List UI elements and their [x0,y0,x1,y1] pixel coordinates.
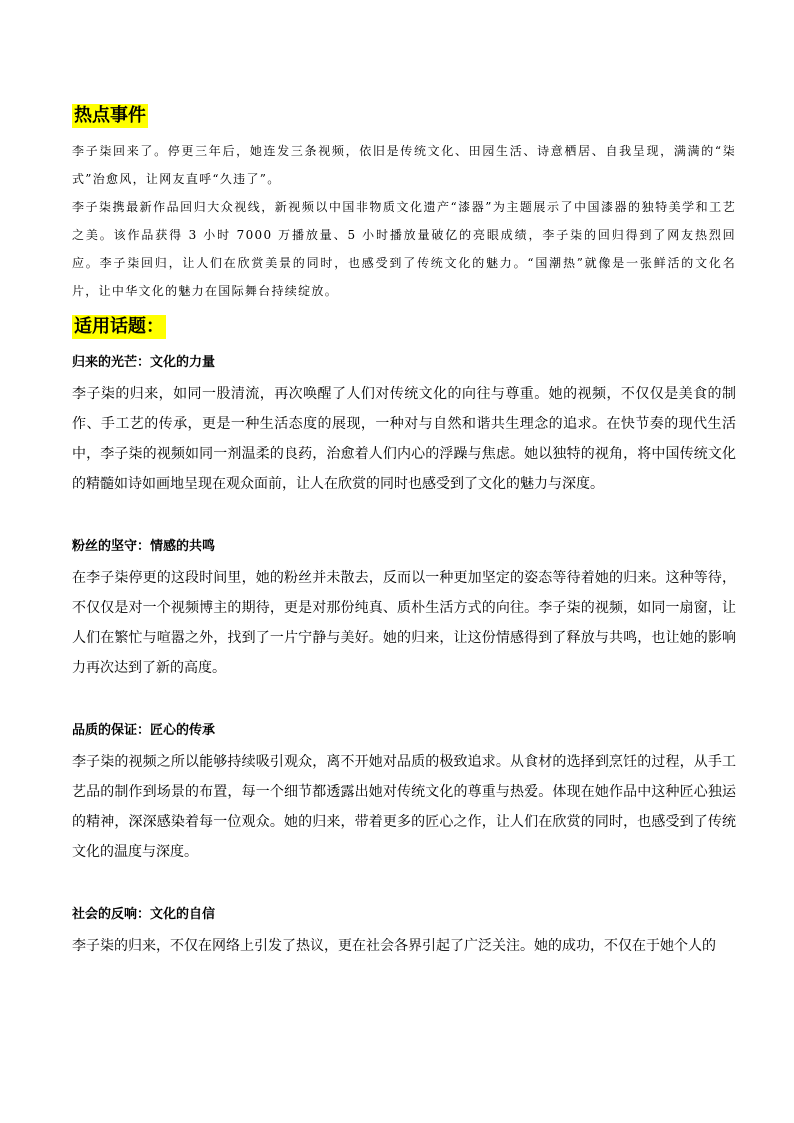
topic-title-4: 社会的反响：文化的自信 [72,907,216,922]
topic-section-1 [72,353,736,499]
topic-body-1: 李子柒的归来，如同一股清流，再次唤醒了人们对传统文化的向往与尊重。她的视频，不仅仅是美食的制作、手工艺的传承，更是一种生活态度的展现，一种对与自然和谐共生理念的追求。在快节奏的现代生活中，李子柒的视频如同一剂温柔的良药，治愈着人们内心的浮躁与焦虑。她以独特的视角，将中国传统文化的精髓如诗如画地呈现在观众面前，让人在欣赏的同时也感受到了文化的魅力与深度。 [72,386,736,492]
topic-body-4: 李子柒的归来，不仅在网络上引发了热议，更在社会各界引起了广泛关注。她的成功，不仅在于她个人的 [72,938,716,954]
topic-section-3 [72,721,736,867]
topic-body-3: 李子柒的视频之所以能够持续吸引观众，离不开她对品质的极致追求。从食材的选择到烹饪的过程，从手工艺品的制作到场景的布置，每一个细节都透露出她对传统文化的尊重与热爱。体现在她作品中这种匠心独运的精神，深深感染着每一位观众。她的归来，带着更多的匠心之作，让人们在欣赏的同时，也感受到了传统文化的温度与深度。 [72,754,736,860]
topic-title-3: 品质的保证：匠心的传承 [72,723,216,738]
hot-event-heading: 热点事件 [74,105,146,126]
topic-title-2: 粉丝的坚守：情感的共鸣 [72,539,216,554]
topics-section [72,305,736,961]
hot-event-paragraph-1: 李子柒回来了。停更三年后，她连发三条视频，依旧是传统文化、田园生活、诗意栖居、自我呈现，满满的“柒式”治愈风，让网友直呼“久违了”。 [72,144,736,186]
topic-title-1: 归来的光芒：文化的力量 [72,355,216,370]
topic-section-2 [72,537,736,683]
topic-body-2: 在李子柒停更的这段时间里，她的粉丝并未散去，反而以一种更加坚定的姿态等待着她的归来。这种等待，不仅仅是对一个视频博主的期待，更是对那份纯真、质朴生活方式的向往。李子柒的视频，如同一扇窗，让人们在繁忙与喧嚣之外，找到了一片宁静与美好。她的归来，让这份情感得到了释放与共鸣，也让她的影响力再次达到了新的高度。 [72,570,736,676]
topic-section-4 [72,905,736,961]
hot-event-section [72,104,736,305]
topics-heading: 适用话题： [74,316,164,337]
document-content [72,104,736,961]
hot-event-paragraph-2: 李子柒携最新作品回归大众视线，新视频以中国非物质文化遗产“漆器”为主题展示了中国漆器的独特美学和工艺之美。该作品获得 3 小时 7000 万播放量、5 小时播放量破亿的亮眼成绩，李子柒的回归得到了网友热烈回应。李子柒回归，让人们在欣赏美景的同时，也感受到了传统文化的魅力。“国潮热”就像是一张鲜活的文化名片，让中华文化的魅力在国际舞台持续绽放。 [72,200,736,298]
